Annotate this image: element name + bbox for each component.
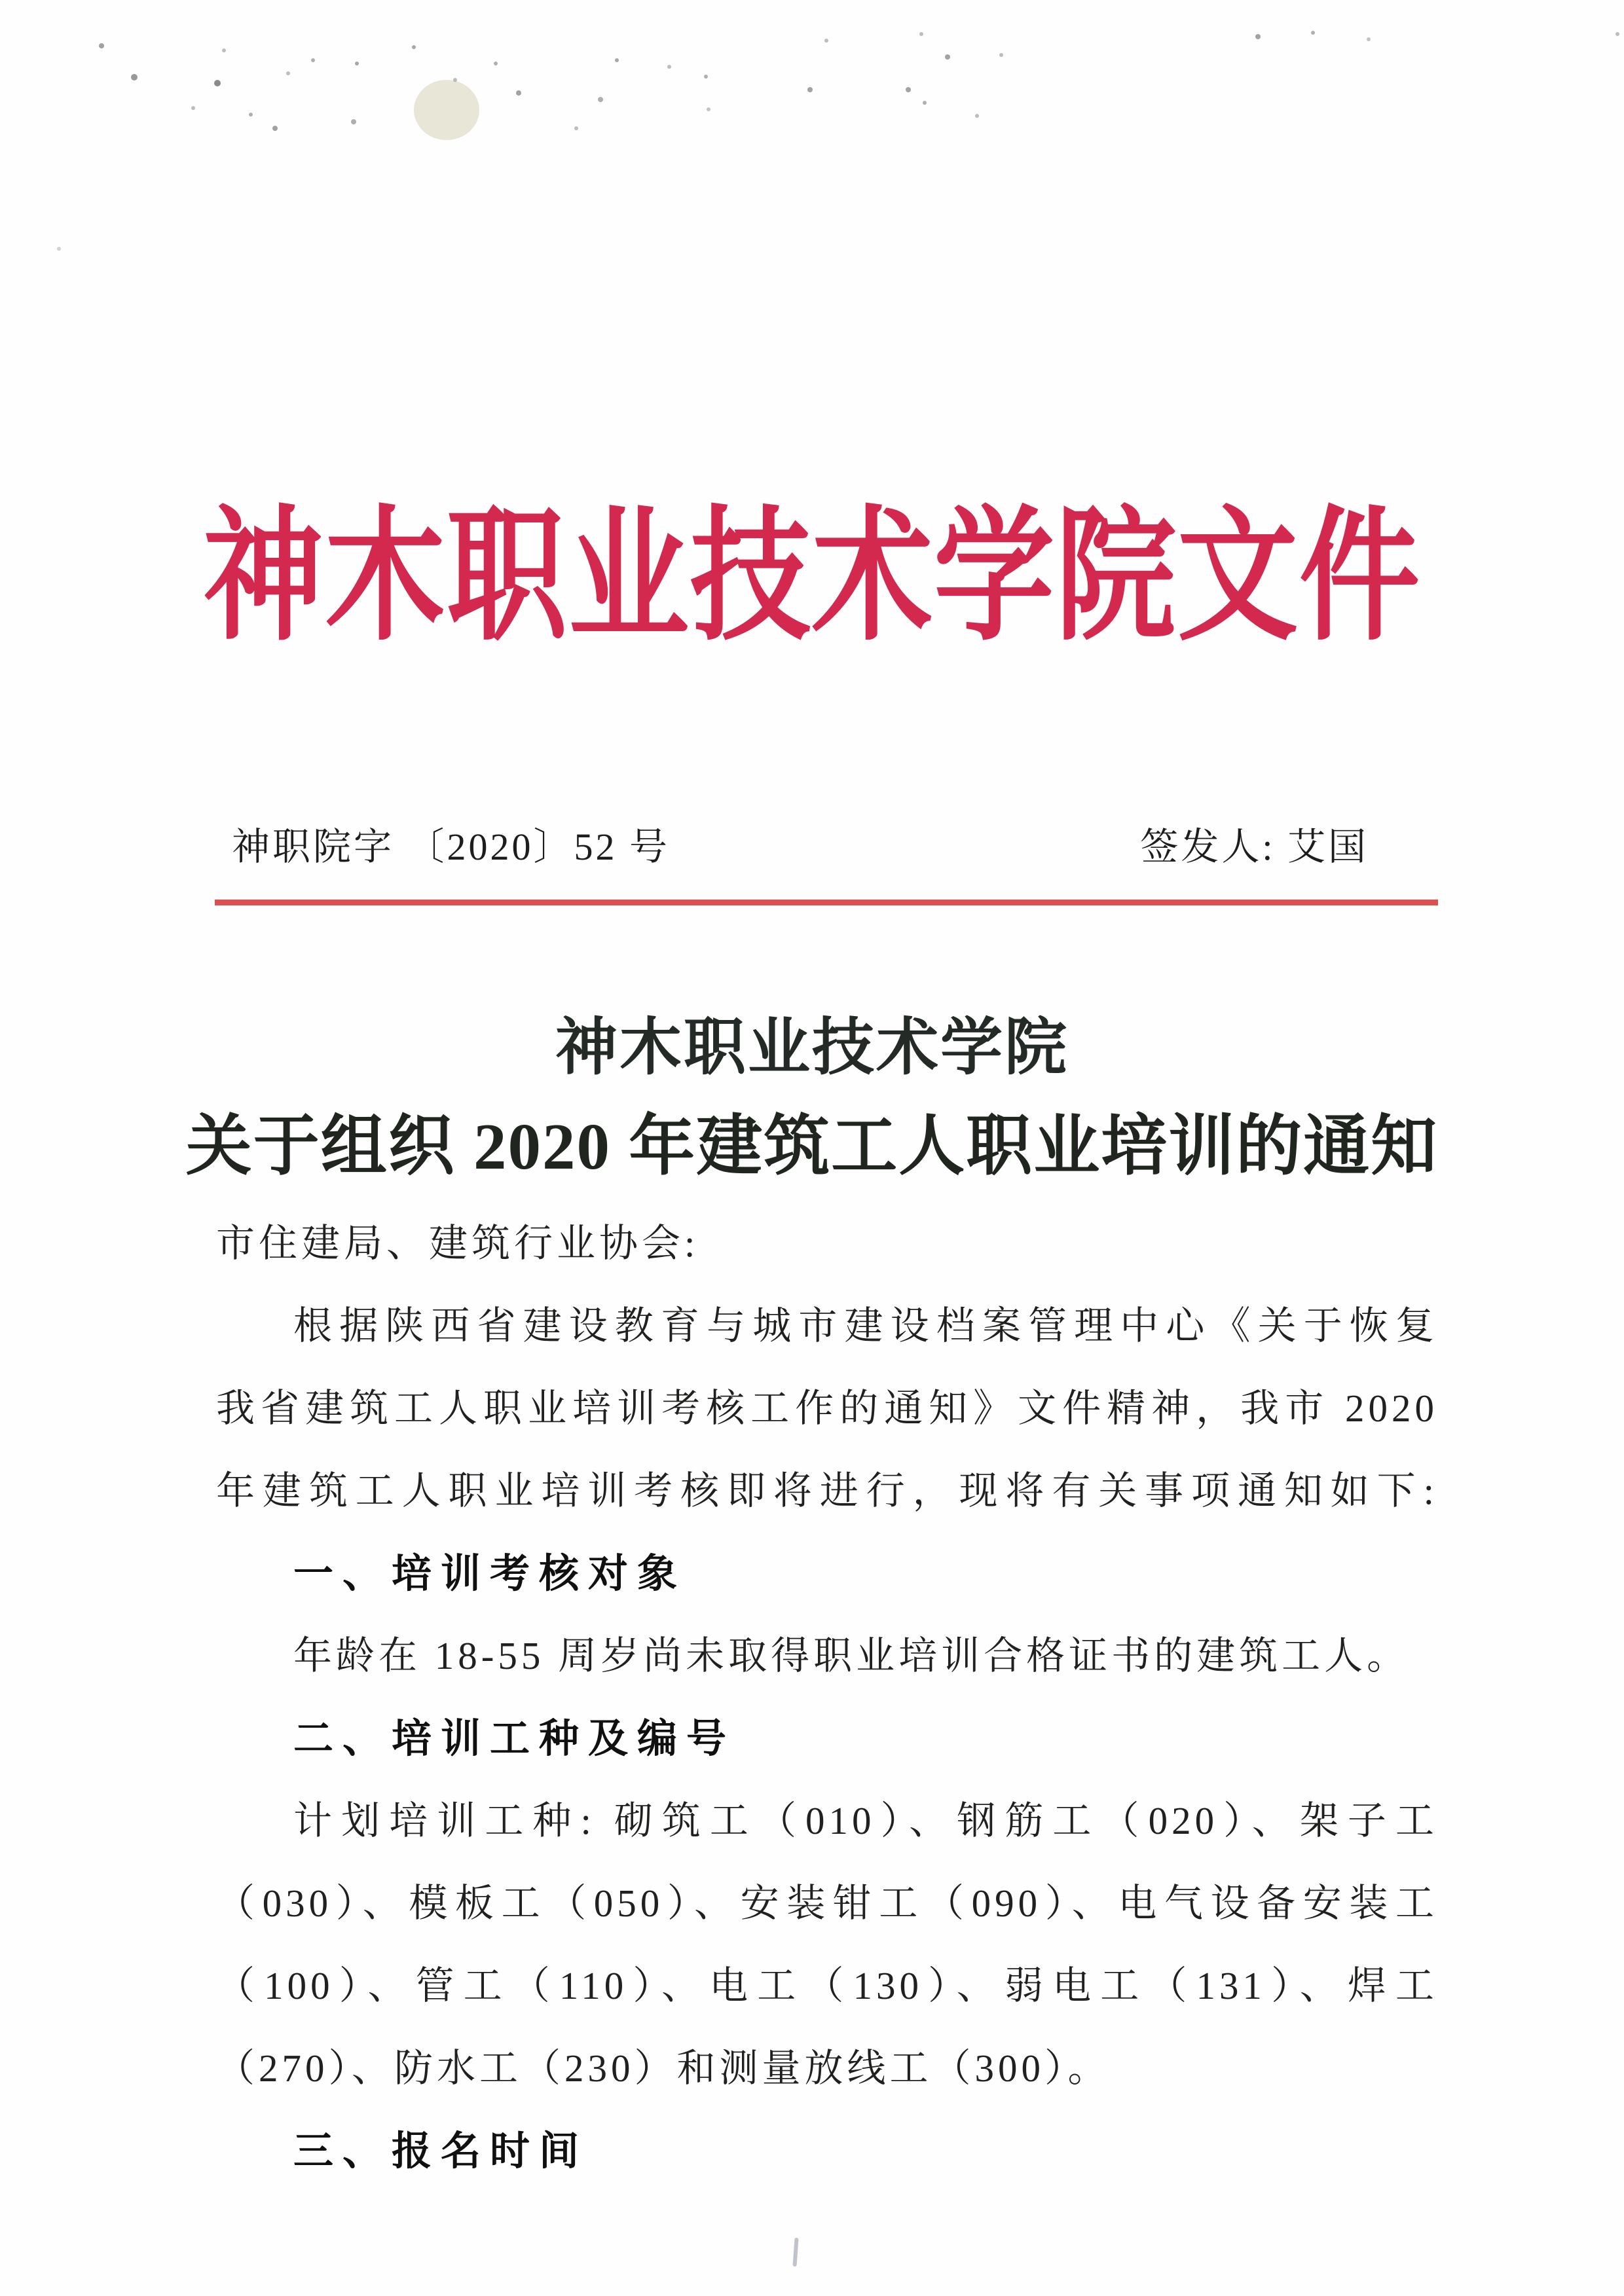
document-body (216, 1202, 1438, 2192)
body-line: 我省建筑工人职业培训考核工作的通知》文件精神，我市 2020 (216, 1387, 1438, 1430)
subject-title-line2: 关于组织 2020 年建筑工人职业培训的通知 (185, 1110, 1439, 1183)
body-line: （270）、防水工（230）和测量放线工（300）。 (216, 2047, 1111, 2090)
body-line: （030）、模板工（050）、安装钳工（090）、电气设备安装工 (216, 1882, 1438, 1925)
doc-number-row (216, 817, 1438, 877)
body-line: 年龄在 18-55 周岁尚未取得职业培训合格证书的建筑工人。 (293, 1634, 1410, 1677)
section-2-heading: 二、培训工种及编号 (293, 1716, 736, 1760)
body-line: 计划培训工种: 砌筑工（010）、钢筋工（020）、架子工 (293, 1799, 1438, 1842)
doc-number: 神职院字 〔2020〕52 号 (232, 826, 671, 868)
body-line: 根据陕西省建设教育与城市建设档案管理中心《关于恢复 (293, 1304, 1438, 1347)
issuer: 签发人: 艾国 (1140, 826, 1369, 868)
letterhead-title: 神木职业技术学院文件 (202, 497, 1421, 658)
salutation-line: 市住建局、建筑行业协会: (216, 1222, 699, 1265)
section-3-heading: 三、报名时间 (293, 2128, 589, 2173)
section-1-heading: 一、培训考核对象 (293, 1551, 687, 1595)
body-line: 年建筑工人职业培训考核即将进行，现将有关事项通知如下: (216, 1469, 1438, 1512)
red-separator-rule (215, 900, 1438, 905)
body-line: （100）、管工（110）、电工（130）、弱电工（131）、焊工 (216, 1964, 1438, 2007)
subject-title-line1: 神木职业技术学院 (555, 1013, 1069, 1082)
